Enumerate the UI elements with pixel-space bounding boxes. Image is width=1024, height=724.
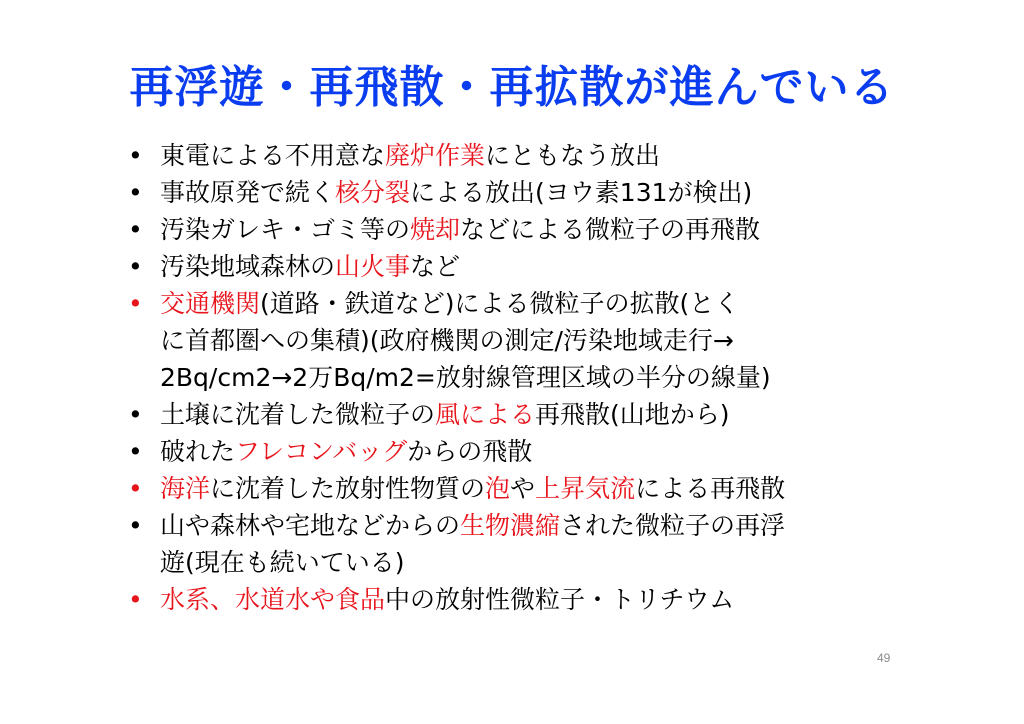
text-segment: された微粒子の再浮 遊(現在も続いている) xyxy=(160,511,786,577)
text-segment: 汚染ガレキ・ゴミ等の xyxy=(160,215,411,244)
bullet-text xyxy=(160,581,898,618)
bullet-dot-icon: • xyxy=(128,511,143,540)
text-segment: 山や森林や宅地などからの xyxy=(160,511,461,540)
text-segment: 事故原発で続く xyxy=(160,178,336,207)
text-segment: にともなう放出 xyxy=(485,141,661,170)
text-segment: 東電による不用意な xyxy=(160,141,386,170)
bullet-dot-icon: • xyxy=(128,474,143,503)
text-segment: 土壌に沈着した微粒子の xyxy=(160,400,436,429)
text-segment: や xyxy=(510,474,536,503)
text-segment: などによる微粒子の再飛散 xyxy=(460,215,761,244)
text-segment: による放出(ヨウ素131が検出) xyxy=(410,178,753,207)
list-item xyxy=(128,396,898,433)
list-item xyxy=(128,285,898,396)
highlighted-text: 風による xyxy=(435,400,536,429)
bullet-text xyxy=(160,211,898,248)
bullet-dot-icon: • xyxy=(128,178,143,207)
bullet-text xyxy=(160,470,898,507)
bullet-text xyxy=(160,285,898,396)
highlighted-text: 廃炉作業 xyxy=(385,141,486,170)
list-item xyxy=(128,137,898,174)
text-segment: など xyxy=(410,252,461,281)
list-item xyxy=(128,211,898,248)
list-item xyxy=(128,248,898,285)
bullet-dot-icon: • xyxy=(128,141,143,170)
page-number: 49 xyxy=(877,651,891,665)
highlighted-text: 山火事 xyxy=(335,252,411,281)
bullet-dot-icon: • xyxy=(128,585,143,614)
bullet-text xyxy=(160,433,898,470)
highlighted-text: 上昇気流 xyxy=(535,474,636,503)
bullet-dot-icon: • xyxy=(128,400,143,429)
highlighted-text: 海洋 xyxy=(160,474,211,503)
text-segment: 破れた xyxy=(160,437,236,466)
slide-title: 再浮遊・再飛散・再拡散が進んでいる xyxy=(129,62,895,113)
text-segment: 再飛散(山地から) xyxy=(535,400,730,429)
bullet-dot-icon: • xyxy=(128,215,143,244)
bullet-dot-icon: • xyxy=(128,437,143,466)
bullet-text xyxy=(160,507,898,581)
highlighted-text: 焼却 xyxy=(410,215,461,244)
text-segment: (道路・鉄道など)による微粒子の拡散(とく に首都圏への集積)(政府機関の測定/汚染地域走行→ 2Bq/cm2→2万Bq/m2=放射線管理区域の半分の線量) xyxy=(160,289,771,392)
text-segment: からの飛散 xyxy=(407,437,533,466)
highlighted-text: 生物濃縮 xyxy=(460,511,561,540)
highlighted-text: フレコンバッグ xyxy=(235,437,408,466)
text-segment: による再飛散 xyxy=(635,474,786,503)
text-segment: 中の放射性微粒子・トリチウム xyxy=(385,585,735,614)
bullet-dot-icon: • xyxy=(128,252,143,281)
list-item xyxy=(128,433,898,470)
highlighted-text: 交通機関 xyxy=(160,289,261,318)
list-item xyxy=(128,507,898,581)
list-item xyxy=(128,174,898,211)
bullet-dot-icon: • xyxy=(128,289,143,318)
text-segment: に沈着した放射性物質の xyxy=(210,474,486,503)
text-segment: 汚染地域森林の xyxy=(160,252,336,281)
list-item xyxy=(128,470,898,507)
highlighted-text: 水系、水道水や食品 xyxy=(160,585,386,614)
bullet-text xyxy=(160,174,898,211)
highlighted-text: 核分裂 xyxy=(335,178,411,207)
highlighted-text: 泡 xyxy=(485,474,511,503)
bullet-text xyxy=(160,396,898,433)
bullet-list xyxy=(128,137,898,618)
list-item xyxy=(128,581,898,618)
bullet-text xyxy=(160,137,898,174)
bullet-text xyxy=(160,248,898,285)
